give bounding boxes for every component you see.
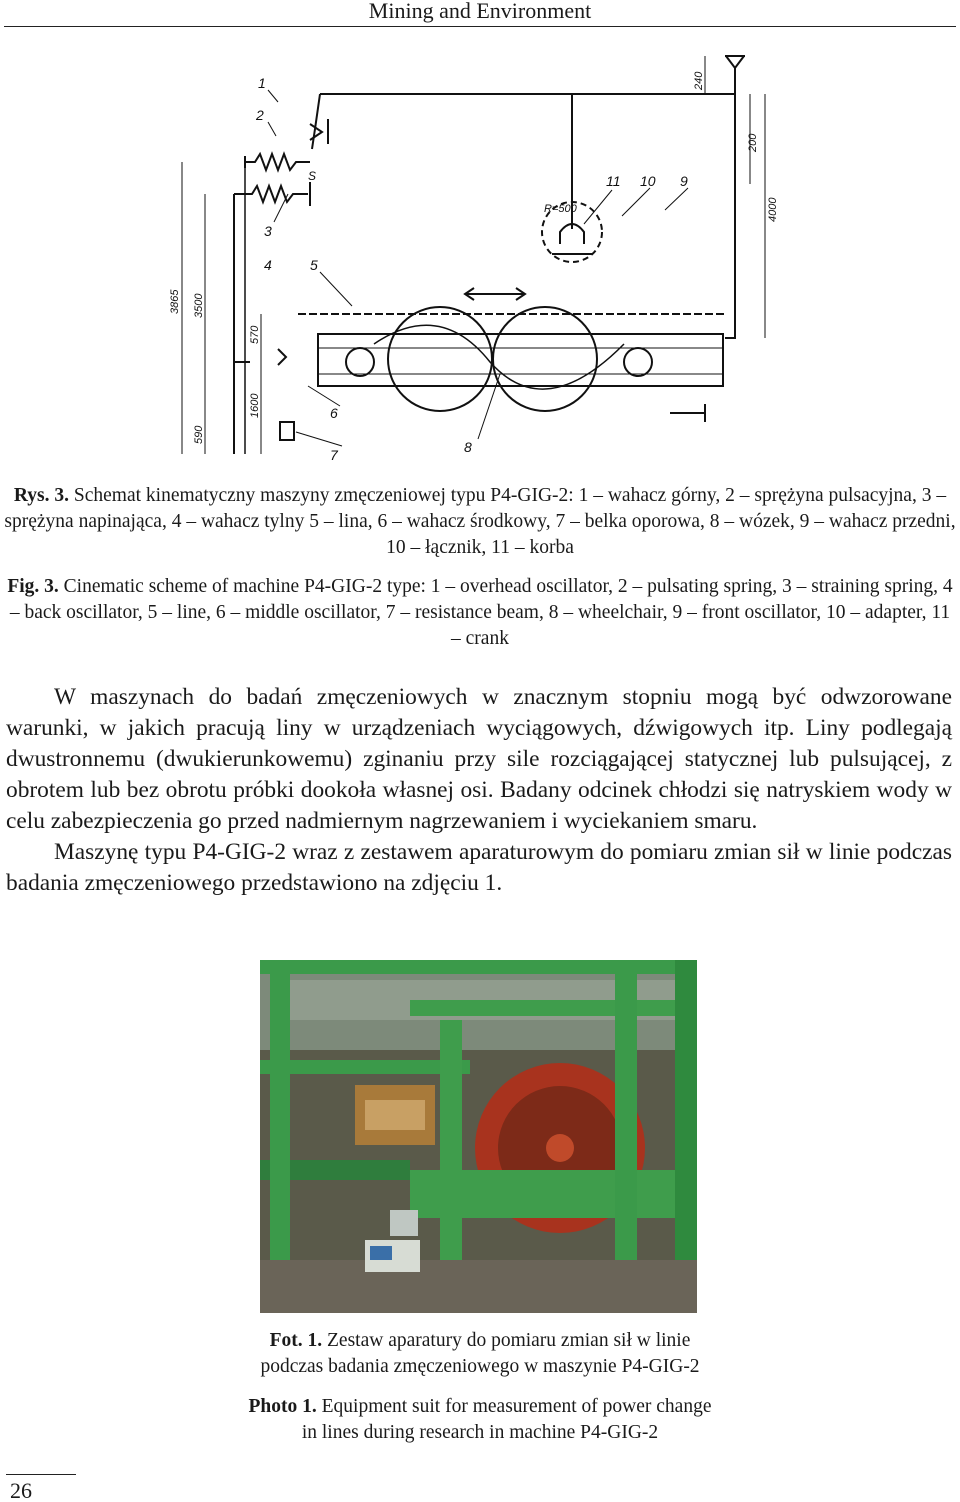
part-label-10: 10: [640, 173, 656, 189]
pivot-6: [278, 349, 286, 365]
part-label-11: 11: [606, 173, 621, 189]
overhead-oscillator: [312, 94, 320, 149]
dim-label-590: 590: [193, 425, 205, 444]
page-number: 26: [10, 1478, 32, 1502]
end-wheel-left: [346, 348, 374, 376]
part-label-6: 6: [330, 405, 338, 421]
end-wheel-right: [624, 348, 652, 376]
resistance-beam: [280, 422, 294, 440]
photo-caption-polish-line2: podczas badania zmęczeniowego w maszynie P4-GIG-2: [260, 1356, 700, 1377]
body-paragraph-2: Maszynę typu P4-GIG-2 wraz z zestawem aparaturowym do pomiaru zmian sił w linie podczas badania zmęczeniowego przedstawiono na zdjęciu 1.: [6, 839, 952, 896]
page-footer: [6, 1474, 76, 1502]
sheave-right: [493, 307, 597, 411]
kinematic-scheme-drawing: [160, 44, 780, 474]
sheave-left: [388, 307, 492, 411]
dim-label-4000: 4000: [767, 197, 779, 222]
footer-rule: [6, 1474, 76, 1475]
figure-caption-polish: [4, 483, 956, 561]
part-label-9: 9: [680, 173, 688, 189]
journal-title: Mining and Environment: [368, 0, 592, 23]
photo-caption-polish: [120, 1328, 840, 1380]
running-header: [0, 0, 960, 27]
dim-label-3865: 3865: [169, 289, 181, 314]
part-label-5: 5: [310, 257, 318, 273]
part-label-7: 7: [330, 447, 338, 463]
body-text: [6, 682, 952, 899]
part-label-2: 2: [256, 107, 264, 123]
part-label-4: 4: [264, 257, 272, 273]
photo-caption-english-line1: Equipment suit for measurement of power change: [321, 1396, 712, 1417]
carriage-frame: [318, 334, 723, 386]
header-rule: [4, 26, 956, 27]
body-paragraph-1: W maszynach do badań zmęczeniowych w znacznym stopniu mogą być odwzorowane warunki, w jakich pracują liny w urządzeniach wyciągowych, dźwigowych itp. Liny podlegają dwustronnemu (dwukierunkowemu) zginaniu przy sile rozciągającej statycznej lub pulsującej, z obrotem lub bez obrotu próbki dookoła własnej osi. Badany odcinek chłodzi się natryskiem wody w celu zabezpieczenia go przed nadmiernym nagrzewaniem i wyciekaniem smaru.: [6, 684, 952, 834]
dim-label-200: 200: [747, 133, 759, 152]
photo-caption-polish-line1: Zestaw aparatury do pomiaru zmian sił w linie: [327, 1330, 691, 1351]
dim-label-radius: R=500: [544, 203, 577, 215]
part-label-1: 1: [258, 75, 266, 91]
kinematic-scheme-figure: [160, 44, 780, 474]
dim-label-240: 240: [693, 71, 705, 90]
figure-caption-polish-label: Rys. 3.: [13, 485, 70, 506]
machine-photo-image: [260, 960, 697, 1313]
figure-caption-english-text: Cinematic scheme of machine P4-GIG-2 type: 1 – overhead oscillator, 2 – pulsating spring, 3 – straining spring, 4 – back oscillator, 5 – line, 6 – middle oscillator, 7 – resistance beam, 8 – wheelchair, 9 – front oscillator, 10 – adapter, 11 – crank: [9, 576, 953, 649]
photo-caption-english-line2: in lines during research in machine P4-GIG-2: [301, 1422, 659, 1443]
pulsating-spring: [245, 154, 310, 170]
top-support-pin: [726, 56, 744, 68]
front-oscillator: [725, 94, 735, 338]
photo-caption-english-label: Photo 1.: [248, 1396, 317, 1417]
machine-photo: [260, 960, 697, 1313]
part-label-8: 8: [464, 439, 472, 455]
photo-caption-english: [120, 1394, 840, 1446]
dim-label-3500: 3500: [193, 293, 205, 318]
figure-caption-polish-text: Schemat kinematyczny maszyny zmęczeniowej typu P4-GIG-2: 1 – wahacz górny, 2 – sprężyna pulsacyjna, 3 – sprężyna napinająca, 4 – wahacz tylny 5 – lina, 6 – wahacz środkowy, 7 – belka oporowa, 8 – wózek, 9 – wahacz przedni, 10 – łącznik, 11 – korba: [4, 485, 956, 558]
dim-label-570: 570: [249, 325, 261, 344]
figure-caption-english-label: Fig. 3.: [7, 576, 59, 597]
figure-caption-english: [4, 574, 956, 652]
photo-caption-polish-label: Fot. 1.: [269, 1330, 323, 1351]
part-label-3: 3: [264, 223, 272, 239]
dim-label-1600: 1600: [249, 393, 261, 418]
dim-label-s: S: [308, 169, 317, 183]
